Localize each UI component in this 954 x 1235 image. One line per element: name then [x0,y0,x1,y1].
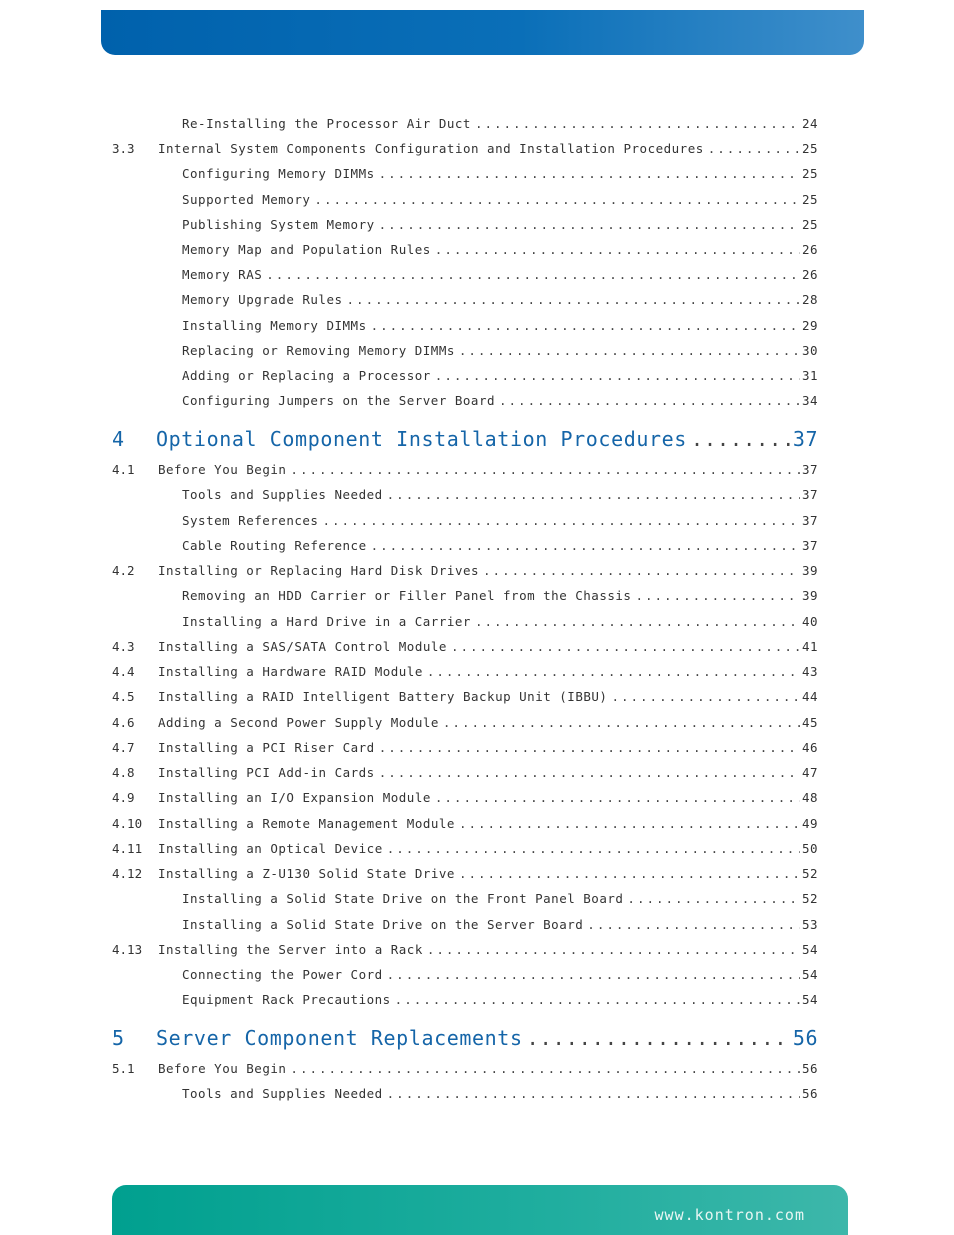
toc-entry[interactable] [112,841,818,859]
dot-leader [611,689,800,704]
toc-entry-page: 52 [801,866,818,881]
dot-leader [379,166,800,181]
toc-entry-title: Installing an Optical Device [158,841,383,856]
dot-leader [371,318,800,333]
toc-chapter-number: 5 [112,1026,125,1050]
toc-entry-title: Installing an I/O Expansion Module [158,790,431,805]
dot-leader [451,639,800,654]
toc-entry-title: Re-Installing the Processor Air Duct [182,116,471,131]
toc-entry-title: Publishing System Memory [182,217,375,232]
dot-leader [314,192,800,207]
toc-entry-page: 34 [801,393,818,408]
toc-entry-page: 30 [801,343,818,358]
toc-entry[interactable] [112,1061,818,1079]
toc-entry-number: 4.7 [112,740,135,755]
toc-entry[interactable] [112,942,818,960]
toc-entry-number: 3.3 [112,141,135,156]
toc-entry-page: 54 [801,942,818,957]
toc-entry-page: 37 [801,513,818,528]
toc-entry-page: 25 [801,217,818,232]
toc-chapter-title: Optional Component Installation Procedures [156,427,687,451]
toc-entry-page: 52 [801,891,818,906]
toc-entry-title: Installing Memory DIMMs [182,318,367,333]
dot-leader [379,740,800,755]
dot-leader [499,393,800,408]
toc-entry-number: 4.1 [112,462,135,477]
dot-leader [435,790,800,805]
dot-leader [459,816,800,831]
toc-entry-page: 29 [801,318,818,333]
toc-entry[interactable] [182,242,818,260]
toc-entry-page: 39 [801,563,818,578]
dot-leader [387,487,800,502]
toc-entry-title: Installing a Solid State Drive on the Front Panel Board [182,891,624,906]
toc-entry-title: Adding or Replacing a Processor [182,368,431,383]
dot-leader [708,141,800,156]
dot-leader [266,267,800,282]
toc-entry-page: 26 [801,242,818,257]
toc-entry-title: Installing a PCI Riser Card [158,740,375,755]
toc-entry-page: 54 [801,967,818,982]
toc-entry[interactable] [112,639,818,657]
dot-leader [635,588,800,603]
toc-entry-title: Installing a Z-U130 Solid State Drive [158,866,455,881]
toc-entry-title: Internal System Components Configuration and Installation Procedures [158,141,704,156]
toc-entry-title: Installing or Replacing Hard Disk Drives [158,563,480,578]
dot-leader [435,368,800,383]
toc-entry-title: Connecting the Power Cord [182,967,383,982]
dot-leader [379,765,800,780]
toc-entry-page: 49 [801,816,818,831]
toc-entry[interactable] [112,740,818,758]
dot-leader [371,538,800,553]
toc-entry-title: Tools and Supplies Needed [182,487,383,502]
toc-chapter-entry[interactable] [112,427,818,455]
toc-entry[interactable] [182,116,818,134]
toc-entry-number: 4.4 [112,664,135,679]
toc-entry-page: 25 [801,141,818,156]
dot-leader [459,343,800,358]
toc-entry-title: Equipment Rack Precautions [182,992,391,1007]
toc-entry-number: 4.8 [112,765,135,780]
dot-leader [691,427,791,451]
toc-entry[interactable] [112,689,818,707]
dot-leader [290,1061,800,1076]
footer-banner [112,1185,848,1235]
toc-entry[interactable] [112,563,818,581]
dot-leader [459,866,800,881]
toc-entry-page: 31 [801,368,818,383]
toc-entry-page: 37 [801,538,818,553]
toc-entry[interactable] [182,891,818,909]
toc-entry-title: Memory Upgrade Rules [182,292,343,307]
toc-entry-page: 43 [801,664,818,679]
toc-entry-number: 4.12 [112,866,143,881]
dot-leader [290,462,800,477]
toc-entry-number: 5.1 [112,1061,135,1076]
dot-leader [387,1086,800,1101]
toc-entry-number: 4.9 [112,790,135,805]
toc-entry-page: 24 [801,116,818,131]
toc-entry[interactable] [182,1086,818,1104]
toc-entry-title: Installing a Remote Management Module [158,816,455,831]
toc-entry-title: Installing PCI Add-in Cards [158,765,375,780]
dot-leader [427,664,800,679]
toc-chapter-page: 37 [792,427,818,451]
dot-leader [483,563,800,578]
toc-entry-title: Cable Routing Reference [182,538,367,553]
toc-entry[interactable] [182,917,818,935]
toc-entry-title: Installing a RAID Intelligent Battery Backup Unit (IBBU) [158,689,608,704]
toc-entry-title: Supported Memory [182,192,311,207]
dot-leader [475,116,800,131]
toc-entry[interactable] [112,715,818,733]
toc-chapter-entry[interactable] [112,1026,818,1054]
toc-entry[interactable] [182,487,818,505]
toc-entry[interactable] [182,267,818,285]
toc-entry-title: Installing a Hardware RAID Module [158,664,423,679]
toc-entry-page: 26 [801,267,818,282]
toc-entry[interactable] [112,141,818,159]
toc-entry-page: 37 [801,487,818,502]
toc-entry[interactable] [182,393,818,411]
toc-entry[interactable] [182,318,818,336]
toc-entry[interactable] [182,217,818,235]
toc-entry[interactable] [182,967,818,985]
toc-entry-title: Installing the Server into a Rack [158,942,423,957]
toc-entry-page: 46 [801,740,818,755]
toc-entry-title: Installing a Solid State Drive on the Server Board [182,917,584,932]
toc-entry-page: 44 [801,689,818,704]
toc-entry-number: 4.3 [112,639,135,654]
toc-entry[interactable] [112,790,818,808]
toc-entry[interactable] [112,664,818,682]
toc-entry-page: 39 [801,588,818,603]
dot-leader [387,967,800,982]
toc-entry[interactable] [182,538,818,556]
toc-entry-title: Before You Begin [158,462,287,477]
toc-entry[interactable] [112,462,818,480]
toc-entry-page: 56 [801,1061,818,1076]
dot-leader [627,891,800,906]
toc-entry[interactable] [112,765,818,783]
toc-entry-title: Before You Begin [158,1061,287,1076]
toc-entry-title: Configuring Memory DIMMs [182,166,375,181]
toc-entry-page: 50 [801,841,818,856]
toc-entry-number: 4.10 [112,816,143,831]
dot-leader [435,242,800,257]
toc-entry-page: 41 [801,639,818,654]
toc-entry-page: 48 [801,790,818,805]
toc-entry-page: 47 [801,765,818,780]
toc-entry[interactable] [182,292,818,310]
toc-entry[interactable] [182,513,818,531]
dot-leader [322,513,800,528]
website-link[interactable]: www.kontron.com [654,1206,805,1224]
toc-entry-page: 37 [801,462,818,477]
toc-entry-title: Installing a Hard Drive in a Carrier [182,614,471,629]
toc-entry-number: 4.11 [112,841,143,856]
toc-entry-title: Removing an HDD Carrier or Filler Panel from the Chassis [182,588,632,603]
toc-entry[interactable] [182,166,818,184]
toc-entry-title: Memory Map and Population Rules [182,242,431,257]
toc-entry[interactable] [182,192,818,210]
toc-entry-page: 53 [801,917,818,932]
toc-entry-title: Tools and Supplies Needed [182,1086,383,1101]
toc-entry-page: 40 [801,614,818,629]
dot-leader [475,614,800,629]
toc-entry[interactable] [182,614,818,632]
dot-leader [395,992,800,1007]
toc-entry-number: 4.13 [112,942,143,957]
toc-entry-number: 4.2 [112,563,135,578]
toc-entry[interactable] [182,992,818,1010]
dot-leader [379,217,800,232]
toc-entry[interactable] [112,816,818,834]
toc-entry-title: Memory RAS [182,267,263,282]
toc-entry[interactable] [182,588,818,606]
toc-entry-number: 4.6 [112,715,135,730]
toc-entry-number: 4.5 [112,689,135,704]
toc-entry-page: 54 [801,992,818,1007]
toc-entry-title: Installing a SAS/SATA Control Module [158,639,447,654]
toc-entry-title: System References [182,513,319,528]
dot-leader [587,917,800,932]
dot-leader [427,942,800,957]
toc-chapter-number: 4 [112,427,125,451]
toc-entry[interactable] [182,343,818,361]
dot-leader [443,715,800,730]
toc-entry-title: Configuring Jumpers on the Server Board [182,393,495,408]
toc-entry[interactable] [112,866,818,884]
toc-entry-page: 25 [801,192,818,207]
toc-entry-page: 45 [801,715,818,730]
toc-entry-page: 28 [801,292,818,307]
toc-entry-title: Adding a Second Power Supply Module [158,715,439,730]
toc-entry-page: 25 [801,166,818,181]
toc-entry[interactable] [182,368,818,386]
dot-leader [527,1026,791,1050]
toc-chapter-page: 56 [792,1026,818,1050]
dot-leader [387,841,800,856]
toc-entry-title: Replacing or Removing Memory DIMMs [182,343,455,358]
toc-chapter-title: Server Component Replacements [156,1026,523,1050]
toc-entry-page: 56 [801,1086,818,1101]
dot-leader [347,292,800,307]
